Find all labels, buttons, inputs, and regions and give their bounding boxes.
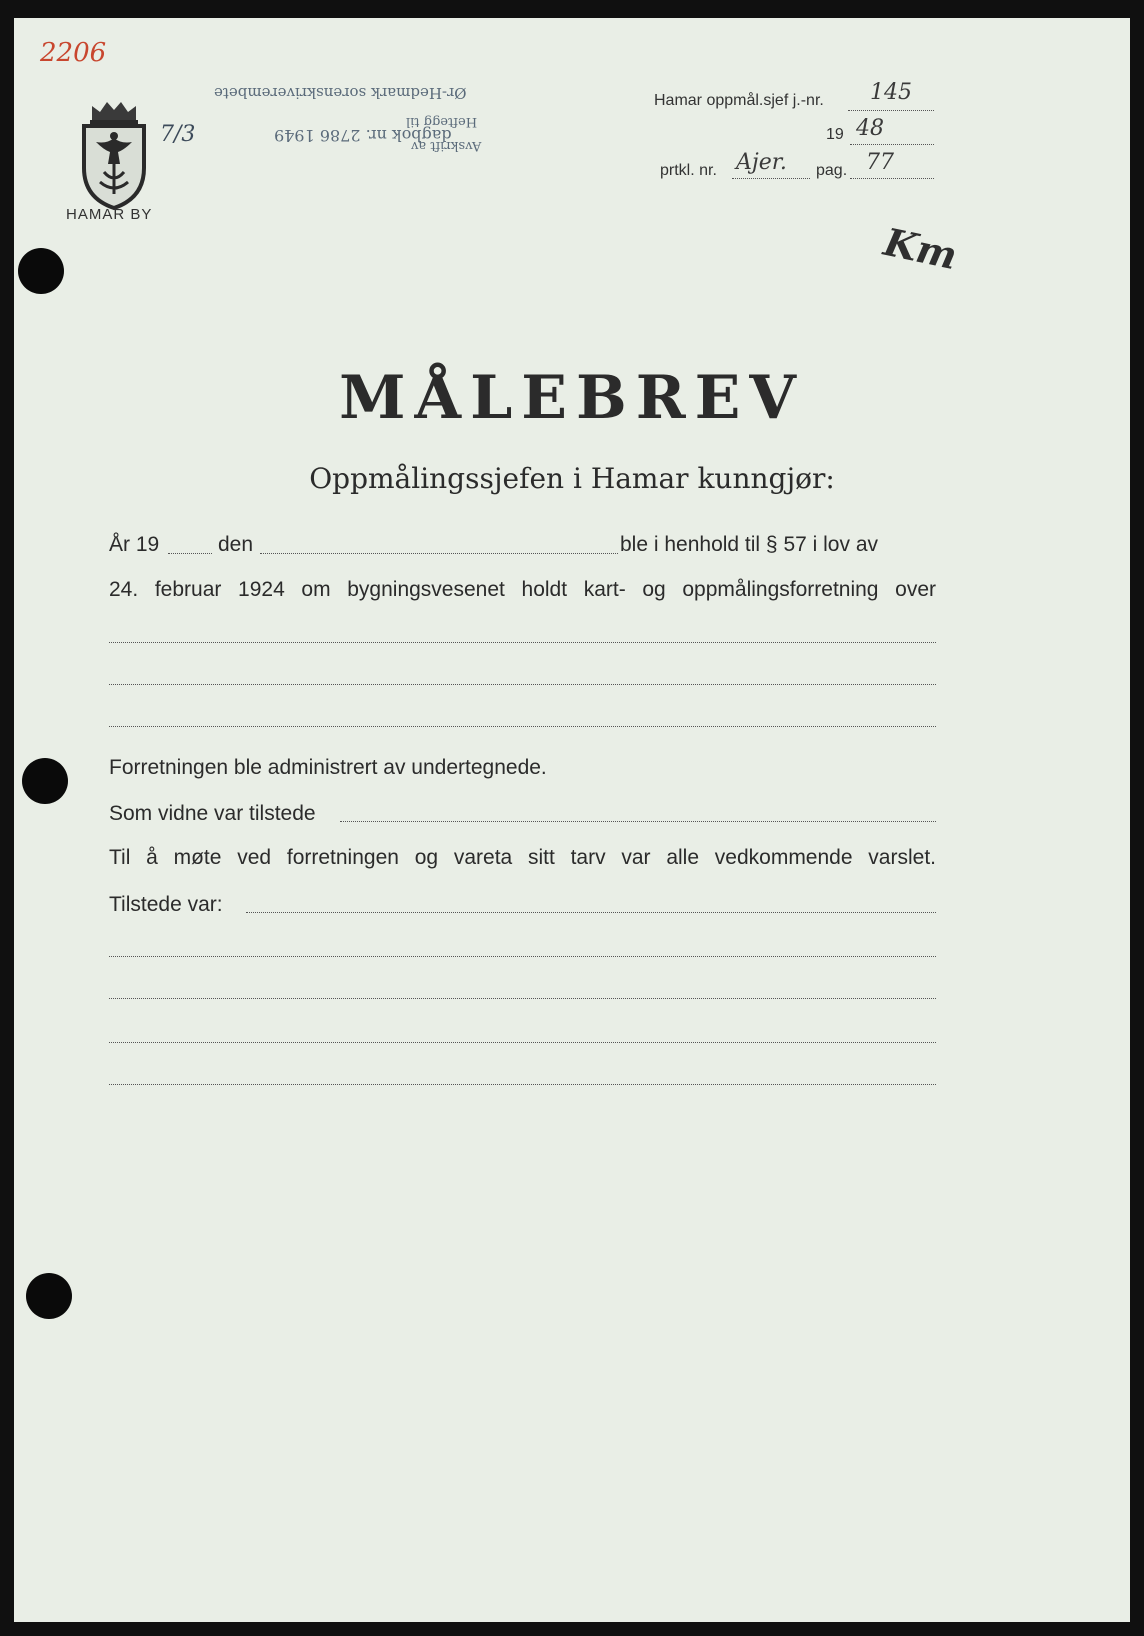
date-blank [260,553,618,554]
notice-text: Til å møte ved forretningen og vareta sitt tarv var alle vedkommende varslet. [109,846,936,869]
prtkl-value: Ajer. [736,150,787,175]
year-blank [168,553,212,554]
stamp-handwritten-date: 7/3 [160,122,196,147]
present-blank [109,1084,936,1085]
present-blank [109,956,936,957]
document-title: MÅLEBREV [339,363,805,433]
description-blank [109,726,936,727]
jnr-value: 145 [870,80,912,105]
law-date-text: 24. februar 1924 om bygningsvesenet holdt kart- og oppmålingsforretning over [109,578,936,601]
court-stamp-line: Avskrift av [411,138,482,153]
corner-pencil-mark: 2206 [40,38,107,68]
witness-label: Som vidne var tilstede [109,802,316,825]
year-prefix: 19 [826,126,844,143]
document-subtitle: Oppmålingssjefen i Hamar kunngjør: [309,462,835,495]
court-stamp-line: dagbok nr. 2786 1949 [274,126,452,145]
prtkl-line [732,178,810,179]
present-blank [246,912,936,913]
pag-line [850,178,934,179]
punch-hole [18,248,64,294]
coat-of-arms-icon [74,98,154,213]
document-page [14,18,1130,1622]
description-blank [109,684,936,685]
punch-hole [22,758,68,804]
present-label: Tilstede var: [109,893,223,916]
present-blank [109,998,936,999]
present-blank [109,1042,936,1043]
jnr-line [848,110,934,111]
administration-text: Forretningen ble administrert av undertegnede. [109,756,547,779]
witness-blank [340,821,936,822]
jnr-label: Hamar oppmål.sjef j.-nr. [654,92,824,109]
pag-value: 77 [866,150,894,175]
year-field-label: År 19 [109,533,160,556]
court-stamp-line: Heftegg til [406,114,478,129]
date-field-label: den [218,533,254,556]
prtkl-label: prtkl. nr. [660,162,717,179]
logo-caption: HAMAR BY [66,206,153,223]
punch-hole [26,1273,72,1319]
law-reference-text: ble i henhold til § 57 i lov av [620,533,878,556]
year-value: 48 [856,116,884,141]
court-stamp-line: Ør-Hedmark sorenskriverembete [214,84,467,102]
initials-signature: Km [880,218,962,279]
description-blank [109,642,936,643]
year-line [850,144,934,145]
pag-label: pag. [816,162,848,179]
